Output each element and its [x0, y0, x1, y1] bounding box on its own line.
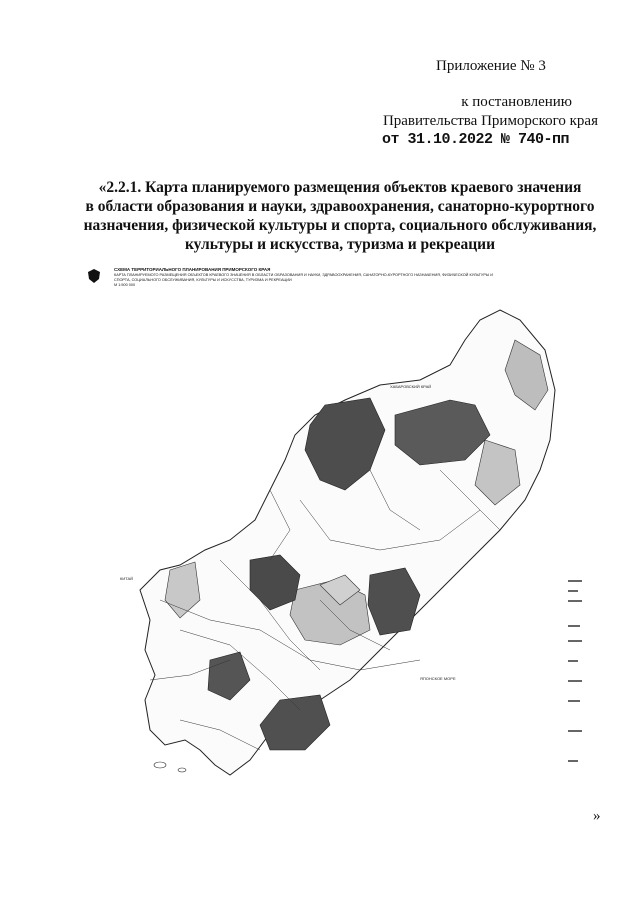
decree-reference-line2: Правительства Приморского края: [382, 113, 598, 129]
map-label-sea: ЯПОНСКОЕ МОРЕ: [420, 676, 456, 681]
map-label-north: ХАБАРОВСКИЙ КРАЙ: [390, 384, 432, 389]
appendix-label: Приложение № 3: [436, 58, 546, 74]
emblem-icon: [88, 269, 100, 283]
title-line: культуры и искусства, туризма и рекреации: [184, 236, 496, 253]
title-line: в области образования и науки, здравоохранения, санаторно-курортного: [85, 198, 595, 215]
regional-map: [120, 300, 600, 780]
title-line: «2.2.1. Карта планируемого размещения объектов краевого значения: [98, 179, 582, 196]
map-header-title: СХЕМА ТЕРРИТОРИАЛЬНОГО ПЛАНИРОВАНИЯ ПРИМОРСКОГО КРАЯ: [114, 267, 271, 272]
map-label-west: КИТАЙ: [120, 576, 134, 581]
territory-outline: [140, 310, 555, 775]
document-title: [60, 178, 620, 254]
closing-quote: »: [593, 808, 601, 824]
legend-strip: [568, 580, 582, 762]
decree-number-stamp: от 31.10.2022 № 740-пп: [382, 131, 570, 148]
decree-reference-line1: к постановлению: [461, 94, 572, 110]
title-line: назначения, физической культуры и спорта, социального обслуживания,: [83, 217, 597, 234]
map-header-subtitle: КАРТА ПЛАНИРУЕМОГО РАЗМЕЩЕНИЯ ОБЪЕКТОВ КРАЕВОГО ЗНАЧЕНИЯ В ОБЛАСТИ ОБРАЗОВАНИЯ И НАУКИ, ЗДРАВООХРАНЕНИЯ, САНАТОРНО-КУРОРТНОГО НАЗНАЧЕНИЯ, ФИЗИЧЕСКОЙ КУЛЬТУРЫ И СПОРТА, СОЦИАЛЬНОГО ОБСЛУЖИВАНИЯ, КУЛЬТУРЫ И ИСКУССТВА, ТУРИЗМА И РЕКРЕАЦИИ: [114, 273, 493, 282]
map-scale: М 1:500 000: [114, 283, 136, 287]
